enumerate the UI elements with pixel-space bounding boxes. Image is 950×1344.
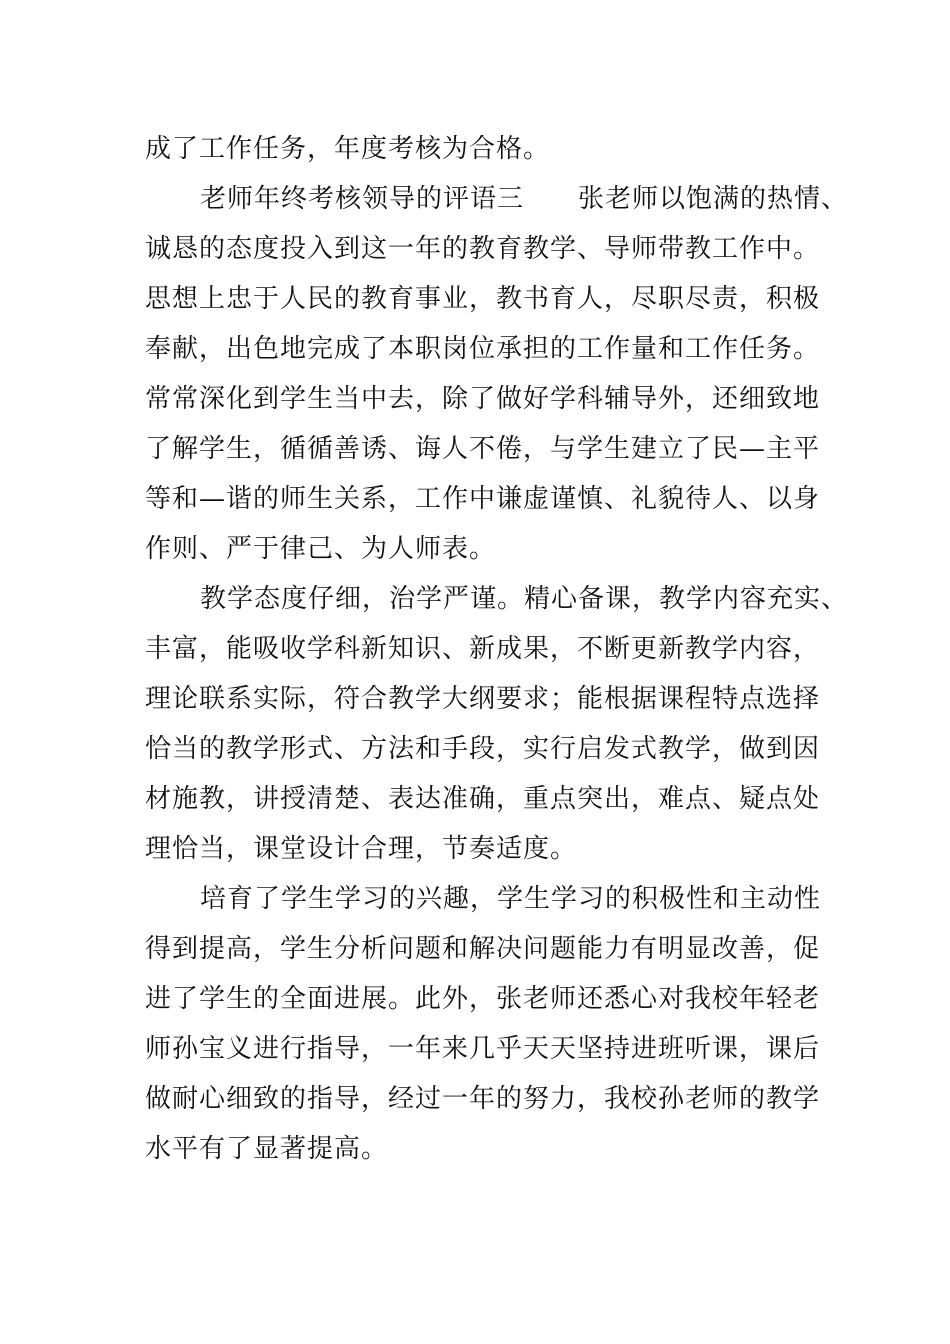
text-line: 思想上忠于人民的教育事业，教书育人，尽职尽责，积极 bbox=[145, 284, 821, 314]
text-line: 常常深化到学生当中去，除了做好学科辅导外，还细致地 bbox=[145, 384, 821, 414]
text-line: 材施教，讲授清楚、表达准确，重点突出，难点、疑点处 bbox=[145, 784, 821, 814]
text-line: 师孙宝义进行指导，一年来几乎天天坚持进班听课，课后 bbox=[145, 1034, 821, 1064]
text-line: 理论联系实际，符合教学大纲要求；能根据课程特点选择 bbox=[145, 684, 821, 714]
text-line: 老师年终考核领导的评语三 张老师以饱满的热情、 bbox=[200, 184, 849, 214]
text-line: 作则、严于律己、为人师表。 bbox=[145, 534, 497, 564]
text-line: 了解学生，循循善诱、诲人不倦，与学生建立了民—主平 bbox=[145, 434, 821, 464]
text-line: 恰当的教学形式、方法和手段，实行启发式教学，做到因 bbox=[145, 734, 821, 764]
text-line: 水平有了显著提高。 bbox=[145, 1134, 389, 1164]
text-line: 诚恳的态度投入到这一年的教育教学、导师带教工作中。 bbox=[145, 234, 821, 264]
text-line: 教学态度仔细，治学严谨。精心备课，教学内容充实、 bbox=[200, 584, 849, 614]
text-line: 进了学生的全面进展。此外，张老师还悉心对我校年轻老 bbox=[145, 984, 821, 1014]
text-line: 培育了学生学习的兴趣，学生学习的积极性和主动性 bbox=[200, 884, 822, 914]
text-line: 得到提高，学生分析问题和解决问题能力有明显改善，促 bbox=[145, 934, 821, 964]
text-line: 成了工作任务，年度考核为合格。 bbox=[145, 134, 551, 164]
text-line: 丰富，能吸收学科新知识、新成果，不断更新教学内容， bbox=[145, 634, 821, 664]
text-line: 等和—谐的师生关系，工作中谦虚谨慎、礼貌待人、以身 bbox=[145, 484, 821, 514]
text-line: 奉献，出色地完成了本职岗位承担的工作量和工作任务。 bbox=[145, 334, 821, 364]
text-line: 做耐心细致的指导，经过一年的努力，我校孙老师的教学 bbox=[145, 1084, 821, 1114]
text-line: 理恰当，课堂设计合理，节奏适度。 bbox=[145, 834, 578, 864]
